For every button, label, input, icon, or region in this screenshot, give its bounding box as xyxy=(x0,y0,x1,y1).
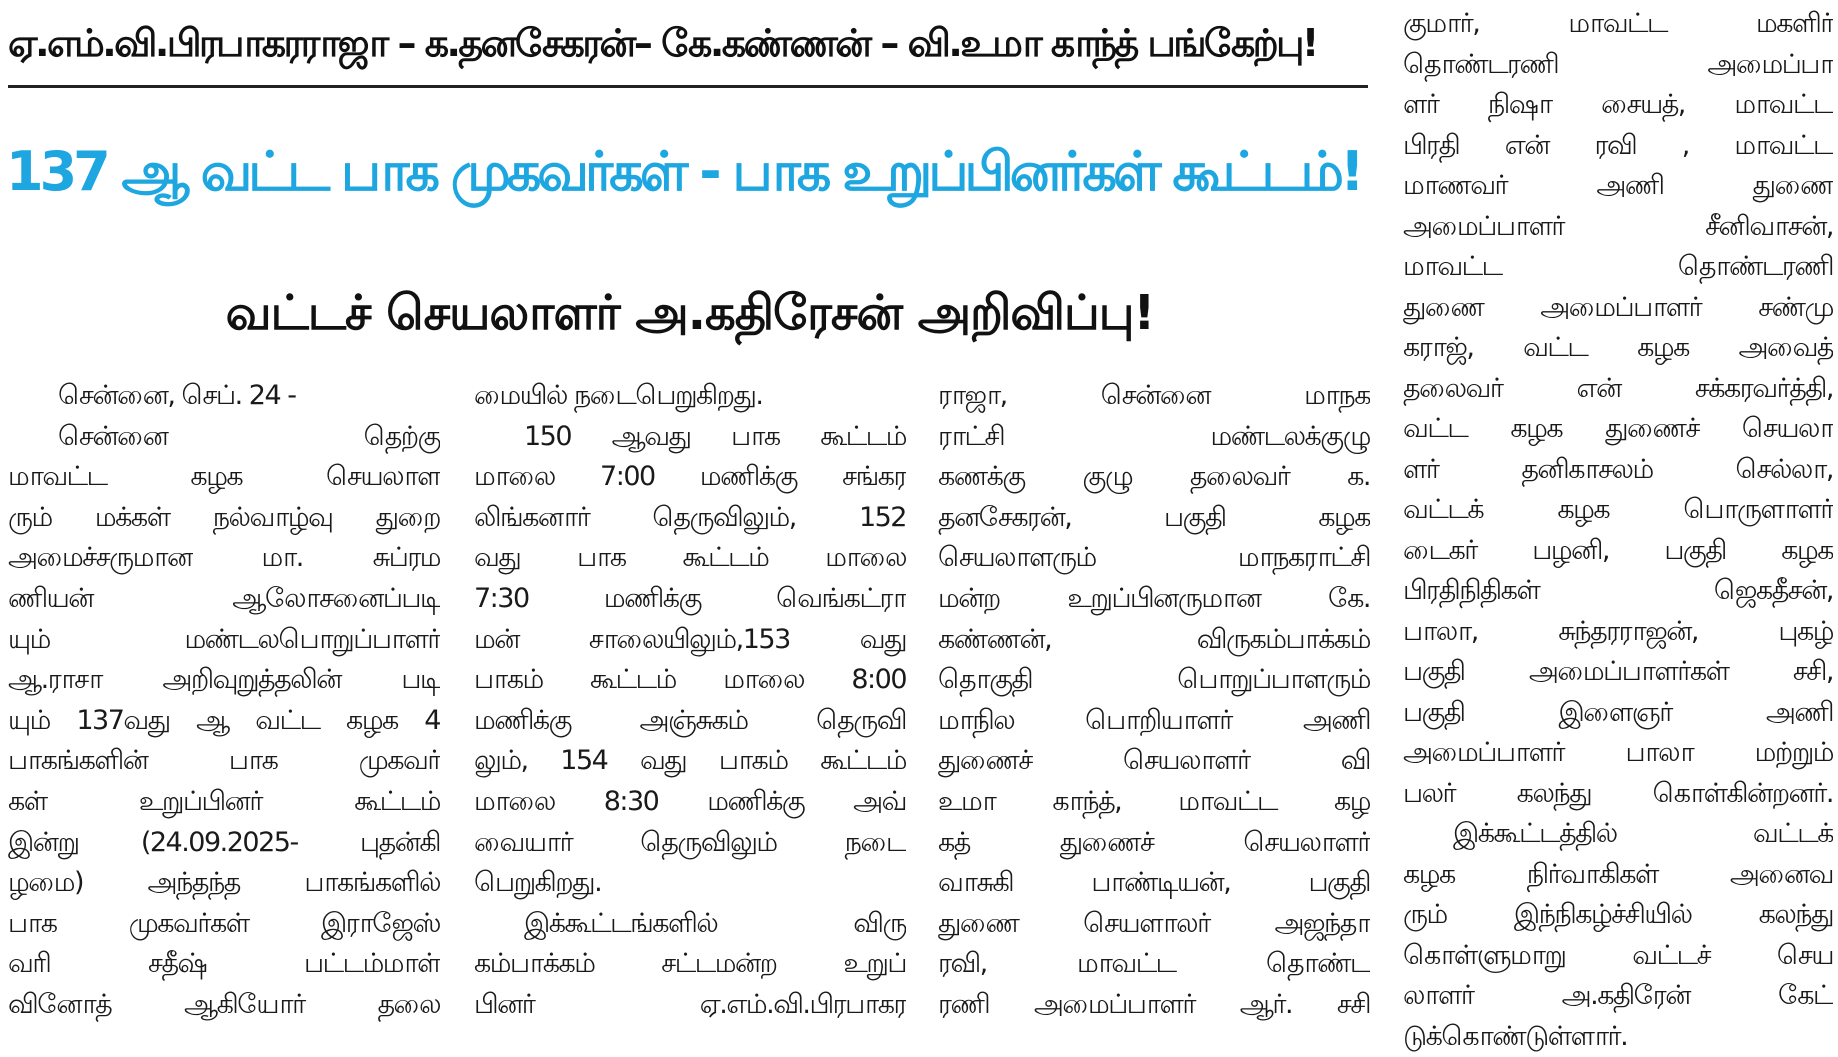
text-line: மாவட்ட தொண்டரணி xyxy=(1403,247,1833,288)
text-line: லாளர் அ.கதிரேன் கேட் xyxy=(1403,976,1833,1017)
text-line: டைகர் பழனி, பகுதி கழக xyxy=(1403,531,1833,572)
text-line: இன்று (24.09.2025- புதன்கி xyxy=(8,823,440,864)
text-line: மாணவர் அணி துணை xyxy=(1403,166,1833,207)
text-line: 150 ஆவது பாக கூட்டம் xyxy=(474,417,906,458)
kicker-line: ஏ.எம்.வி.பிரபாகரராஜா – க.தனசேகரன்– கே.கண்ணன் – வி.உமா காந்த் பங்கேற்பு! xyxy=(8,4,1368,82)
text-line: வையார் தெருவிலும் நடை xyxy=(474,823,906,864)
text-line: வட்ட கழக துணைச் செயலா xyxy=(1403,409,1833,450)
text-line: ரணி அமைப்பாளர் ஆர். சசி xyxy=(938,985,1370,1026)
text-line: செயலாளரும் மாநகராட்சி xyxy=(938,538,1370,579)
text-line: இக்கூட்டத்தில் வட்டக் xyxy=(1403,814,1833,855)
text-line: அமைச்சருமான மா. சுப்ரம xyxy=(8,538,440,579)
text-line: துணைச் செயலாளர் வி xyxy=(938,741,1370,782)
text-line: பாலா, சுந்தரராஜன், புகழ் xyxy=(1403,612,1833,653)
text-line: வினோத் ஆகியோர் தலை xyxy=(8,985,440,1026)
text-line: ராஜா, சென்னை மாநக xyxy=(938,376,1370,417)
text-line: மாவட்ட கழக செயலாள xyxy=(8,457,440,498)
text-line: வட்டக் கழக பொருளாளர் xyxy=(1403,490,1833,531)
text-line: கம்பாக்கம் சட்டமன்ற உறுப் xyxy=(474,944,906,985)
text-line: கராஜ், வட்ட கழக அவைத் xyxy=(1403,328,1833,369)
text-line: ழமை) அந்தந்த பாகங்களில் xyxy=(8,863,440,904)
text-line: குமார், மாவட்ட மகளிர் xyxy=(1403,4,1833,45)
text-line: லிங்கனார் தெருவிலும், 152 xyxy=(474,498,906,539)
text-line: ளர் தனிகாசலம் செல்லா, xyxy=(1403,450,1833,491)
text-line: பாகங்களின் பாக முகவர் xyxy=(8,741,440,782)
text-line: பெறுகிறது. xyxy=(474,863,906,904)
text-line: சென்னை தெற்கு xyxy=(8,417,440,458)
text-line: கழக நிர்வாகிகள் அனைவ xyxy=(1403,855,1833,896)
headline: 137 ஆ வட்ட பாக முகவர்கள் - பாக உறுப்பினர்கள் கூட்டம்! xyxy=(6,92,1374,252)
text-line: பாக முகவர்கள் இராஜேஸ் xyxy=(8,904,440,945)
article-column-1 xyxy=(8,376,440,1026)
text-line: கொள்ளுமாறு வட்டச் செய xyxy=(1403,936,1833,977)
text-line: மையில் நடைபெறுகிறது. xyxy=(474,376,906,417)
text-line: கண்ணன், விருகம்பாக்கம் xyxy=(938,620,1370,661)
text-line: யும் 137வது ஆ வட்ட கழக 4 xyxy=(8,701,440,742)
text-line: பலர் கலந்து கொள்கின்றனர். xyxy=(1403,774,1833,815)
text-line: தொண்டரணி அமைப்பா xyxy=(1403,45,1833,86)
text-line: மணிக்கு அஞ்சுகம் தெருவி xyxy=(474,701,906,742)
text-line: பினர் ஏ.எம்.வி.பிரபாகர xyxy=(474,985,906,1026)
kicker-rule xyxy=(8,85,1368,88)
text-line: லும், 154 வது பாகம் கூட்டம் xyxy=(474,741,906,782)
text-line: இக்கூட்டங்களில் விரு xyxy=(474,904,906,945)
text-line: மாநில பொறியாளர் அணி xyxy=(938,701,1370,742)
text-line: மன்ற உறுப்பினருமான கே. xyxy=(938,579,1370,620)
text-line: பிரதி என் ரவி , மாவட்ட xyxy=(1403,126,1833,167)
text-line: தலைவர் என் சக்கரவர்த்தி, xyxy=(1403,369,1833,410)
text-line: துணை அமைப்பாளர் சண்மு xyxy=(1403,288,1833,329)
text-line: ளர் நிஷா சையத், மாவட்ட xyxy=(1403,85,1833,126)
article-column-3 xyxy=(938,376,1370,1026)
text-line: ரும் மக்கள் நல்வாழ்வு துறை xyxy=(8,498,440,539)
text-line: ரவி, மாவட்ட தொண்ட xyxy=(938,944,1370,985)
text-line: பகுதி அமைப்பாளர்கள் சசி, xyxy=(1403,652,1833,693)
text-line: ரும் இந்நிகழ்ச்சியில் கலந்து xyxy=(1403,895,1833,936)
text-line: ஆ.ராசா அறிவுறுத்தலின் படி xyxy=(8,660,440,701)
text-line: வாசுகி பாண்டியன், பகுதி xyxy=(938,863,1370,904)
text-line: ராட்சி மண்டலக்குழு xyxy=(938,417,1370,458)
text-line: பிரதிநிதிகள் ஜெகதீசன், xyxy=(1403,571,1833,612)
text-line: யும் மண்டலபொறுப்பாளர் xyxy=(8,620,440,661)
text-line: உமா காந்த், மாவட்ட கழ xyxy=(938,782,1370,823)
text-line: தொகுதி பொறுப்பாளரும் xyxy=(938,660,1370,701)
text-line: அமைப்பாளர் பாலா மற்றும் xyxy=(1403,733,1833,774)
text-line: கணக்கு குழு தலைவர் க. xyxy=(938,457,1370,498)
text-line: மாலை 7:00 மணிக்கு சங்கர xyxy=(474,457,906,498)
text-line: 7:30 மணிக்கு வெங்கட்ரா xyxy=(474,579,906,620)
text-line: டுக்கொண்டுள்ளார். xyxy=(1403,1017,1833,1057)
text-line: பகுதி இளைஞர் அணி xyxy=(1403,693,1833,734)
text-line: பாகம் கூட்டம் மாலை 8:00 xyxy=(474,660,906,701)
text-line: தனசேகரன், பகுதி கழக xyxy=(938,498,1370,539)
text-line: வது பாக கூட்டம் மாலை xyxy=(474,538,906,579)
text-line: ணியன் ஆலோசனைப்படி xyxy=(8,579,440,620)
text-line: மாலை 8:30 மணிக்கு அவ் xyxy=(474,782,906,823)
text-line: கத் துணைச் செயலாளர் xyxy=(938,823,1370,864)
text-line: கள் உறுப்பினர் கூட்டம் xyxy=(8,782,440,823)
text-line: சென்னை, செப். 24 - xyxy=(8,376,440,417)
text-line: துணை செயளாலர் அஜந்தா xyxy=(938,904,1370,945)
article-column-2 xyxy=(474,376,906,1026)
text-line: வரி சதீஷ் பட்டம்மாள் xyxy=(8,944,440,985)
text-line: அமைப்பாளர் சீனிவாசன், xyxy=(1403,207,1833,248)
article-column-4 xyxy=(1403,4,1833,1057)
text-line: மன் சாலையிலும்,153 வது xyxy=(474,620,906,661)
subhead: வட்டச் செயலாளர் அ.கதிரேசன் அறிவிப்பு! xyxy=(110,268,1270,358)
